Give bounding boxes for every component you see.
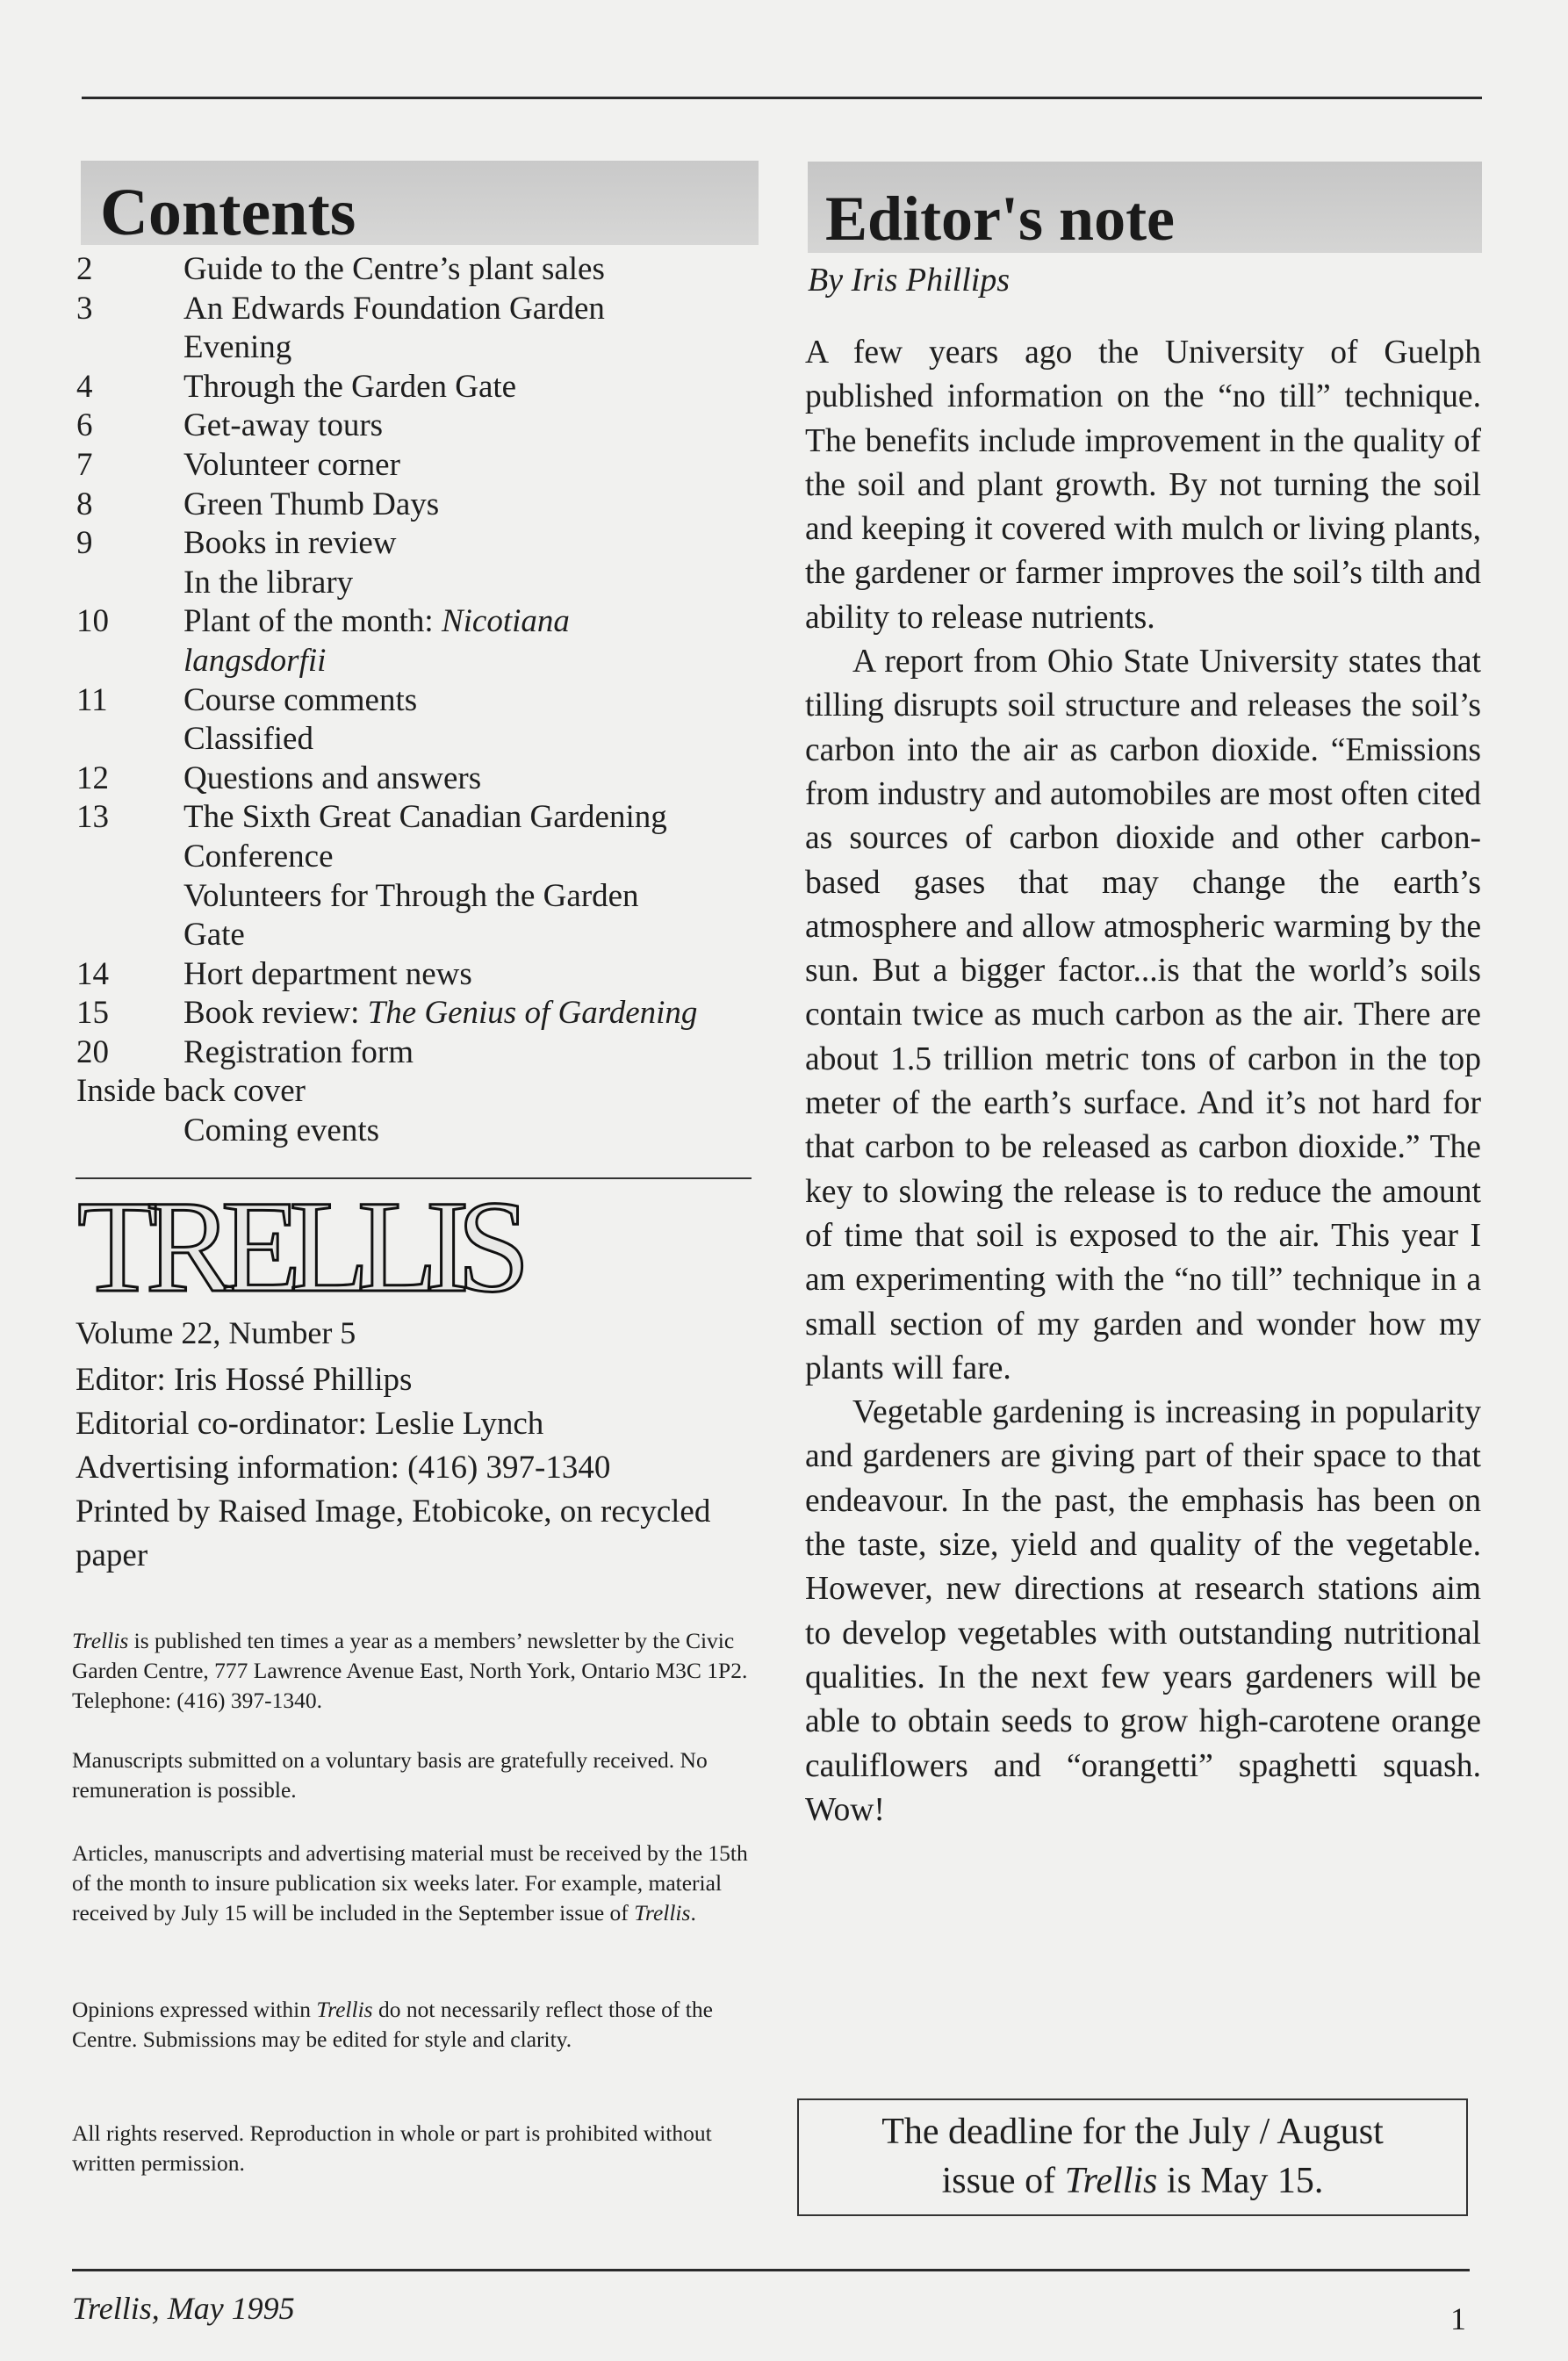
toc-row[interactable] (76, 994, 761, 1033)
toc-title-italic: The Genius of Gardening (367, 995, 698, 1032)
toc-page-number: 13 (76, 799, 109, 836)
toc-page-number: 11 (76, 681, 108, 718)
toc-title: Get-away tours (183, 407, 384, 444)
toc-title-text: Book review: (183, 995, 368, 1032)
toc-row[interactable] (76, 955, 761, 995)
toc-title: Registration form (183, 1033, 414, 1070)
toc-row[interactable] (76, 564, 761, 603)
toc-row[interactable] (76, 759, 761, 799)
toc-row[interactable] (76, 486, 761, 525)
deadline-line-2-end: is May 15. (1157, 2161, 1324, 2201)
toc-title: An Edwards Foundation Garden (183, 290, 605, 327)
toc-page-number: 3 (76, 290, 93, 327)
toc-row[interactable] (76, 328, 761, 368)
toc-title: In the library (183, 564, 354, 601)
toc-page-number (76, 642, 183, 681)
article-paragraph: Vegetable gardening is increasing in popularity and gardeners are giving part of their space to that endeavour. In the past, the emphasis has been on the taste, size, yield and quality of the vegetable. However, new directions at research stations aim to develop vegetables with outstanding nutritional qualities. In the next few years gardeners will be able to obtain seeds to grow high-carotene orange cauliflowers and “orangetti” spaghetti squash. Wow! (805, 1394, 1481, 1828)
deadline-line-2 (799, 2156, 1466, 2206)
toc-title (183, 602, 761, 642)
toc-title (183, 642, 761, 681)
deadline-notice (72, 1839, 757, 1928)
toc-coming-events[interactable]: Coming events (183, 1112, 380, 1149)
toc-title: Classified (183, 721, 313, 758)
toc-title: Questions and answers (183, 759, 482, 796)
toc-page-number: 8 (76, 486, 93, 522)
opinions-notice-end: do not necessarily reflect those of the Centre. Submissions may be edited for style and clarity. (72, 1997, 713, 2052)
toc-title: Course comments (183, 681, 418, 718)
deadline-line-2-text: issue of (941, 2161, 1065, 2201)
opinions-notice-title: Trellis (316, 1997, 373, 2022)
toc-title-text: Plant of the month: (183, 603, 442, 640)
toc-page-number (76, 877, 183, 917)
toc-row[interactable] (76, 838, 761, 877)
opinions-notice (72, 1995, 757, 2055)
editor-note-heading: Editor's note (825, 184, 1176, 254)
editor-note-heading-bar (808, 162, 1482, 253)
toc-title: Volunteers for Through the Garden (183, 877, 639, 914)
toc-page-number: 15 (76, 995, 109, 1032)
toc-title-italic: Nicotiana (441, 603, 570, 640)
trellis-logo-text: TRELLIS (77, 1187, 518, 1301)
toc-title: Books in review (183, 525, 397, 562)
toc-row[interactable] (76, 250, 761, 290)
article-paragraph: A report from Ohio State University states that tilling disrupts soil structure and releases the soil’s carbon into the air as carbon dioxide. “Emissions from industry and automobiles are most often cited as sources of carbon dioxide and other carbon-based gases that may change the earth’s atmosphere and allow atmospheric warming by the sun. But a bigger factor...is that the world’s soils contain twice as much carbon as the air. There are about 1.5 trillion metric tons of carbon in the top meter of the earth’s surface. And it’s not hard for that carbon to be released as carbon dioxide.” The key to slowing the release is to reduce the amount of time that soil is exposed to the air. This year I am experimenting with the “no till” technique in a small section of my garden and wonder how my plants will fare. (805, 644, 1481, 1386)
toc-row[interactable] (76, 681, 761, 721)
toc-page-number (76, 720, 183, 759)
toc-page-number (76, 328, 183, 368)
contents-heading: Contents (100, 176, 356, 249)
toc-title: Hort department news (183, 955, 472, 992)
printer-credit: Printed by Raised Image, Etobicoke, on recycled paper (76, 1494, 711, 1573)
coordinator-credit: Editorial co-ordinator: Leslie Lynch (76, 1406, 544, 1442)
toc-title-italic: langsdorfii (183, 642, 327, 679)
toc-page-number: 12 (76, 759, 109, 796)
toc-page-number (76, 564, 183, 603)
toc-page-number: 9 (76, 525, 93, 562)
toc-title: Volunteer corner (183, 446, 400, 483)
toc-row[interactable] (76, 642, 761, 681)
manuscripts-notice: Manuscripts submitted on a voluntary basis are gratefully received. No remuneration is possible. (72, 1747, 708, 1803)
toc-inside-back-cover: Inside back cover (76, 1073, 306, 1110)
toc-title: Evening (183, 329, 292, 366)
toc-row[interactable] (76, 877, 761, 917)
toc-title: Conference (183, 838, 334, 875)
masthead-rule (76, 1177, 752, 1179)
toc-row[interactable] (76, 407, 761, 446)
toc-title (183, 994, 761, 1033)
editor-credit: Editor: Iris Hossé Phillips (76, 1362, 413, 1398)
masthead (76, 1311, 760, 1578)
toc-row[interactable] (76, 798, 761, 838)
byline: By Iris Phillips (808, 262, 1011, 299)
toc-title: The Sixth Great Canadian Gardening (183, 799, 667, 836)
volume-number: Volume 22, Number 5 (76, 1315, 356, 1350)
toc-page-number: 14 (76, 955, 109, 992)
toc-row[interactable] (76, 446, 761, 486)
contents-heading-bar (81, 161, 759, 249)
publication-notice-title: Trellis (72, 1628, 129, 1653)
toc-page-number: 10 (76, 603, 109, 640)
toc-title: Guide to the Centre’s plant sales (183, 251, 605, 287)
toc-row[interactable] (76, 524, 761, 564)
advertising-info: Advertising information: (416) 397-1340 (76, 1450, 611, 1486)
toc-title: Green Thumb Days (183, 486, 440, 522)
publication-notice-text: is published ten times a year as a members’ newsletter by the Civic Garden Centre, 777 Lawrence Avenue East, North York, Ontario M3C 1P2. Telephone: (416) 397-1340. (72, 1628, 748, 1713)
article-paragraph: A few years ago the University of Guelph published information on the “no till” technique. The benefits include improvement in the quality of the soil and plant growth. By not turning the soil and keeping it covered with mulch or living plants, the gardener or farmer improves the soil’s tilth and ability to release nutrients. (805, 335, 1481, 636)
opinions-notice-text: Opinions expressed within (72, 1997, 317, 2022)
publication-notice (72, 1626, 757, 1716)
toc-row[interactable] (76, 290, 761, 329)
toc-row[interactable] (76, 602, 761, 642)
deadline-box (797, 2098, 1468, 2216)
toc-page-number: 6 (76, 407, 93, 444)
editor-note-body (805, 331, 1481, 1832)
toc-page-number: 7 (76, 446, 93, 483)
deadline-line-1: The deadline for the July / August (881, 2112, 1384, 2152)
footer-rule (72, 2269, 1470, 2271)
toc-row[interactable] (76, 720, 761, 759)
toc-title: Through the Garden Gate (183, 368, 517, 405)
toc-row[interactable] (76, 1033, 761, 1073)
toc-page-number: 20 (76, 1033, 109, 1070)
top-rule (82, 97, 1482, 99)
toc-page-number (76, 838, 183, 877)
rights-notice: All rights reserved. Reproduction in whole or part is prohibited without written permission. (72, 2120, 712, 2176)
deadline-notice-end: . (690, 1900, 696, 1926)
toc-page-number (76, 916, 183, 955)
toc-row[interactable] (76, 368, 761, 407)
toc-page-number: 4 (76, 368, 93, 405)
footer-issue: Trellis, May 1995 (72, 2291, 295, 2326)
deadline-notice-title: Trellis (634, 1900, 691, 1926)
deadline-line-2-title: Trellis (1064, 2161, 1158, 2201)
deadline-notice-text: Articles, manuscripts and advertising material must be received by the 15th of the month to insure publication six weeks later. For example, material received by July 15 will be included in the September issue of (72, 1840, 748, 1926)
toc-row[interactable] (76, 916, 761, 955)
page-number: 1 (1450, 2301, 1466, 2336)
trellis-logo (77, 1187, 551, 1301)
table-of-contents (76, 250, 761, 1151)
toc-page-number: 2 (76, 251, 93, 287)
toc-title: Gate (183, 917, 245, 954)
